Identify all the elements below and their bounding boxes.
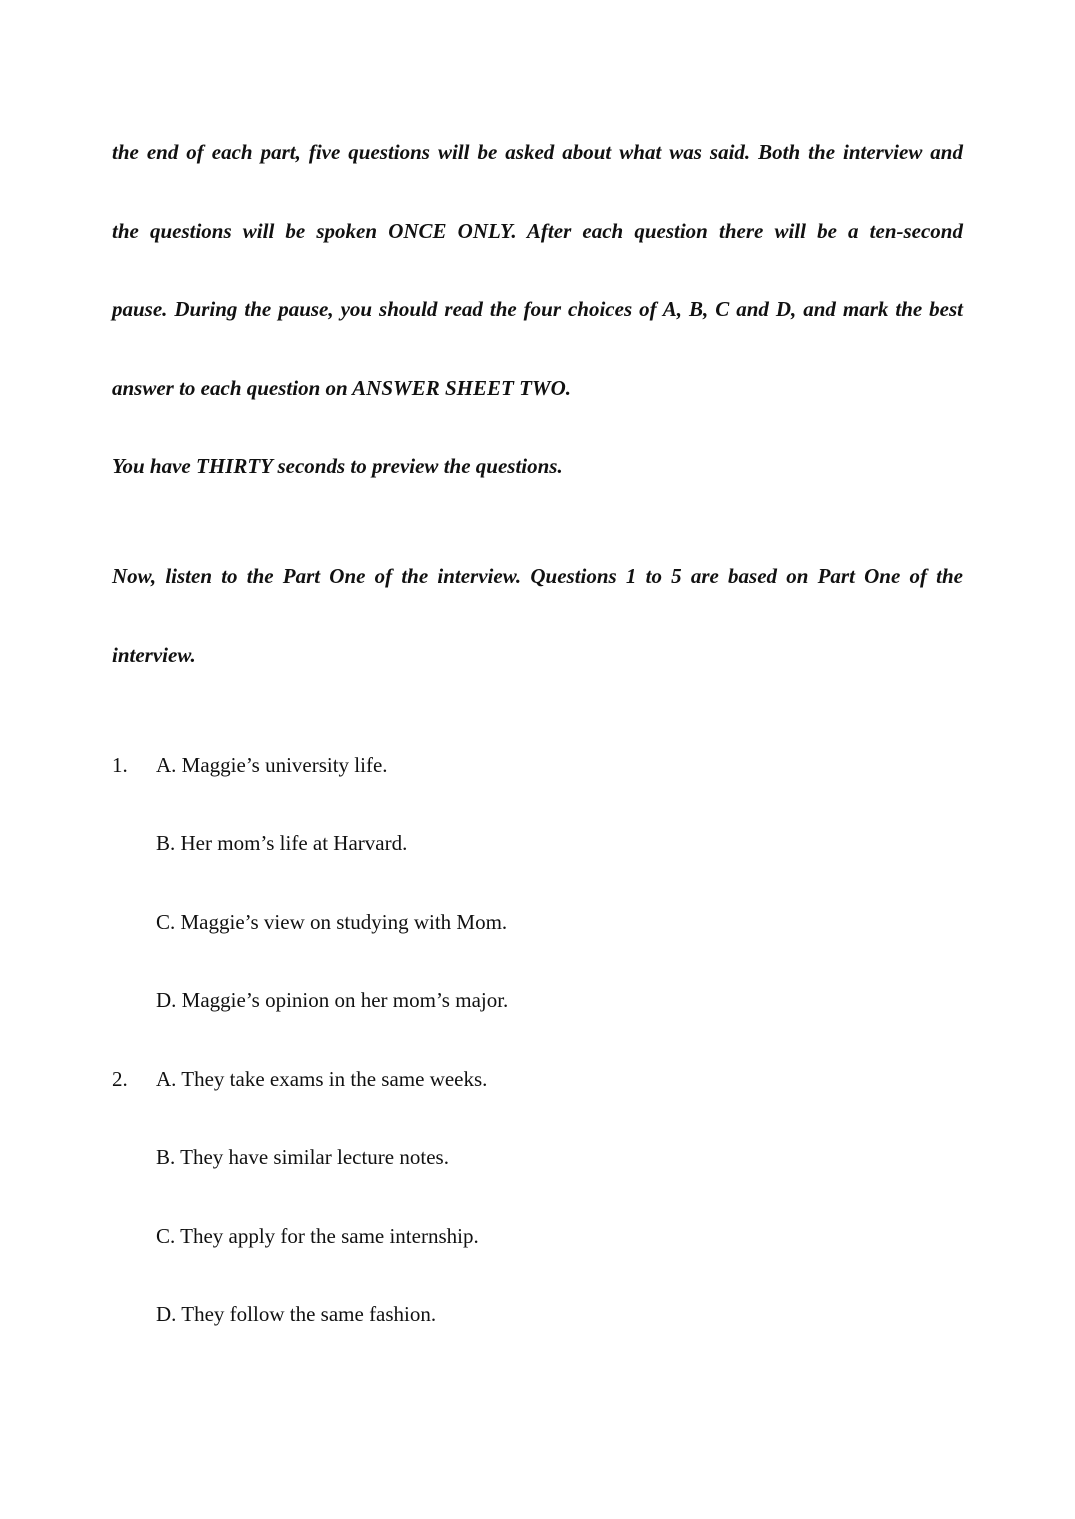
instruction-line-2: the questions will be spoken ONCE ONLY. After each question there will be a ten-second [112, 219, 963, 243]
instruction-line-4: answer to each question on ANSWER SHEET TWO. [112, 376, 571, 400]
part-intro-line-2: interview. [112, 643, 196, 667]
question-2-option-d: D. They follow the same fashion. [156, 1302, 437, 1326]
question-2-option-b: B. They have similar lecture notes. [156, 1145, 449, 1169]
instruction-line-3: pause. During the pause, you should read the four choices of A, B, C and D, and mark the best [112, 297, 963, 321]
question-2-option-c: C. They apply for the same internship. [156, 1224, 479, 1248]
question-1-option-a: A. Maggie’s university life. [156, 753, 388, 777]
question-1-option-c: C. Maggie’s view on studying with Mom. [156, 910, 508, 934]
question-1-option-b: B. Her mom’s life at Harvard. [156, 831, 408, 855]
question-2-option-a: A. They take exams in the same weeks. [156, 1067, 488, 1091]
instruction-line-1: the end of each part, five questions will be asked about what was said. Both the interview and [112, 140, 963, 164]
question-number-1: 1. [112, 753, 128, 777]
preview-instruction: You have THIRTY seconds to preview the questions. [112, 454, 563, 478]
question-1-option-d: D. Maggie’s opinion on her mom’s major. [156, 988, 509, 1012]
part-intro-line-1: Now, listen to the Part One of the interview. Questions 1 to 5 are based on Part One of the [112, 564, 963, 588]
question-number-2: 2. [112, 1067, 128, 1091]
